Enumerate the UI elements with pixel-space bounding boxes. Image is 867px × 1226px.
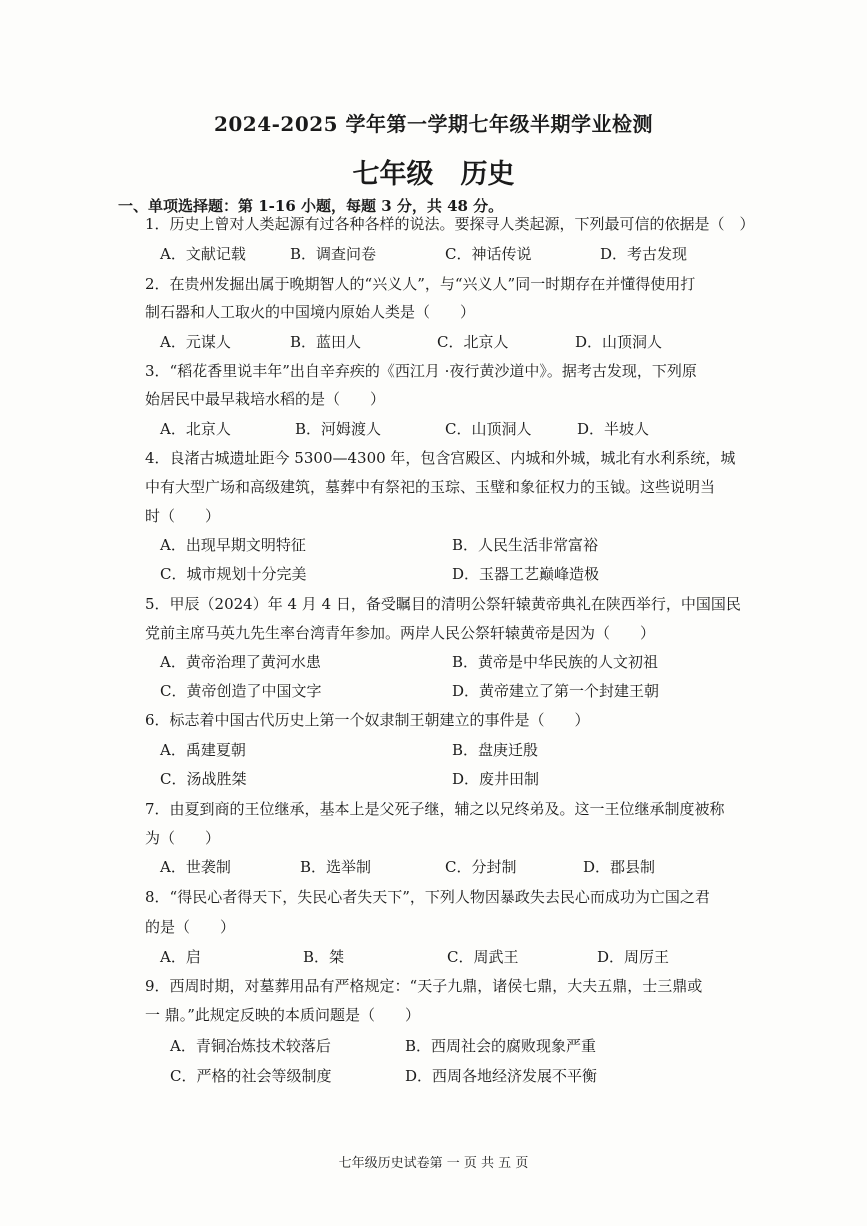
question-7-stem-cont: 为（ ） [145,829,221,847]
question-7-option-d: D．郡县制 [583,858,656,876]
question-5-option-b: B．黄帝是中华民族的人文初祖 [452,653,659,671]
question-5-option-d: D．黄帝建立了第一个封建王朝 [452,682,660,700]
question-1-option-b: B．调查问卷 [290,245,377,263]
question-8-option-d: D．周厉王 [597,948,670,966]
question-4-stem-cont: 中有大型广场和高级建筑，墓葬中有祭祀的玉琮、玉璧和象征权力的玉钺。这些说明当 [145,478,716,496]
question-7-option-a: A．世袭制 [160,858,231,876]
question-9-option-c: C．严格的社会等级制度 [170,1067,332,1085]
question-5-stem: 5．甲辰（2024）年 4 月 4 日，备受瞩目的清明公祭轩辕黄帝典礼在陕西举行，中国国民 [145,595,741,613]
question-8-stem-cont: 的是（ ） [145,918,236,936]
question-4-stem-cont-2: 时（ ） [145,507,221,525]
question-6-stem: 6．标志着中国古代历史上第一个奴隶制王朝建立的事件是（ ） [145,711,590,729]
question-9-option-b: B．西周社会的腐败现象严重 [405,1037,597,1055]
exam-subtitle: 七年级 历史 [352,159,515,190]
question-1-option-d: D．考古发现 [600,245,688,263]
question-3-option-c: C．山顶洞人 [445,420,532,438]
question-8-option-a: A．启 [160,948,201,966]
question-8-stem: 8．“得民心者得天下，失民心者失天下”，下列人物因暴政失去民心而成功为亡国之君 [145,888,710,906]
question-6-option-a: A．禹建夏朝 [160,741,246,759]
question-5-option-a: A．黄帝治理了黄河水患 [160,653,321,671]
question-2-option-d: D．山顶洞人 [575,333,663,351]
question-7-stem: 7．由夏到商的王位继承，基本上是父死子继，辅之以兄终弟及。这一王位继承制度被称 [145,800,725,818]
question-7-option-c: C．分封制 [445,858,517,876]
question-1-option-a: A．文献记载 [160,245,246,263]
exam-title: 2024-2025 学年第一学期七年级半期学业检测 [213,112,654,136]
section-heading: 一、单项选择题：第 1-16 小题，每题 3 分，共 48 分。 [118,197,504,215]
question-9-option-d: D．西周各地经济发展不平衡 [405,1067,598,1085]
question-2-option-a: A．元谋人 [160,333,231,351]
question-4-option-b: B．人民生活非常富裕 [452,536,599,554]
question-1-option-c: C．神话传说 [445,245,532,263]
question-3-stem: 3．“稻花香里说丰年”出自辛弃疾的《西江月 ·夜行黄沙道中》。据考古发现，下列原 [145,362,697,380]
question-3-option-a: A．北京人 [160,420,231,438]
question-4-option-d: D．玉器工艺巅峰造极 [452,565,600,583]
question-3-option-d: D．半坡人 [577,420,650,438]
question-2-option-c: C．北京人 [437,333,509,351]
question-1-stem: 1．历史上曾对人类起源有过各种各样的说法。要探寻人类起源，下列最可信的依据是（ ） [145,215,755,233]
question-5-stem-cont: 党前主席马英九先生率台湾青年参加。两岸人民公祭轩辕黄帝是因为（ ） [145,624,656,642]
question-9-stem: 9．西周时期，对墓葬用品有严格规定：“天子九鼎，诸侯七鼎，大夫五鼎，士三鼎或 [145,977,703,995]
question-4-option-c: C．城市规划十分完美 [160,565,307,583]
question-2-option-b: B．蓝田人 [290,333,362,351]
question-7-option-b: B．选举制 [300,858,372,876]
question-3-stem-cont: 始居民中最早栽培水稻的是（ ） [145,390,386,408]
question-4-option-a: A．出现早期文明特征 [160,536,306,554]
question-3-option-b: B．河姆渡人 [295,420,382,438]
page-footer: 七年级历史试卷第 一 页 共 五 页 [338,1156,529,1171]
question-5-option-c: C．黄帝创造了中国文字 [160,682,322,700]
question-9-stem-cont: 一 鼎。”此规定反映的本质问题是（ ） [145,1006,420,1024]
question-8-option-b: B．桀 [303,948,345,966]
question-6-option-c: C．汤战胜桀 [160,770,247,788]
question-4-stem: 4．良渚古城遗址距今 5300—4300 年，包含宫殿区、内城和外城，城北有水利系统，城 [145,449,736,467]
question-6-option-d: D．废井田制 [452,770,540,788]
question-8-option-c: C．周武王 [447,948,519,966]
question-6-option-b: B．盘庚迁殷 [452,741,539,759]
question-9-option-a: A．青铜冶炼技术较落后 [170,1037,331,1055]
question-2-stem-cont: 制石器和人工取火的中国境内原始人类是（ ） [145,303,476,321]
question-2-stem: 2．在贵州发掘出属于晚期智人的“兴义人”，与“兴义人”同一时期存在并懂得使用打 [145,275,696,293]
